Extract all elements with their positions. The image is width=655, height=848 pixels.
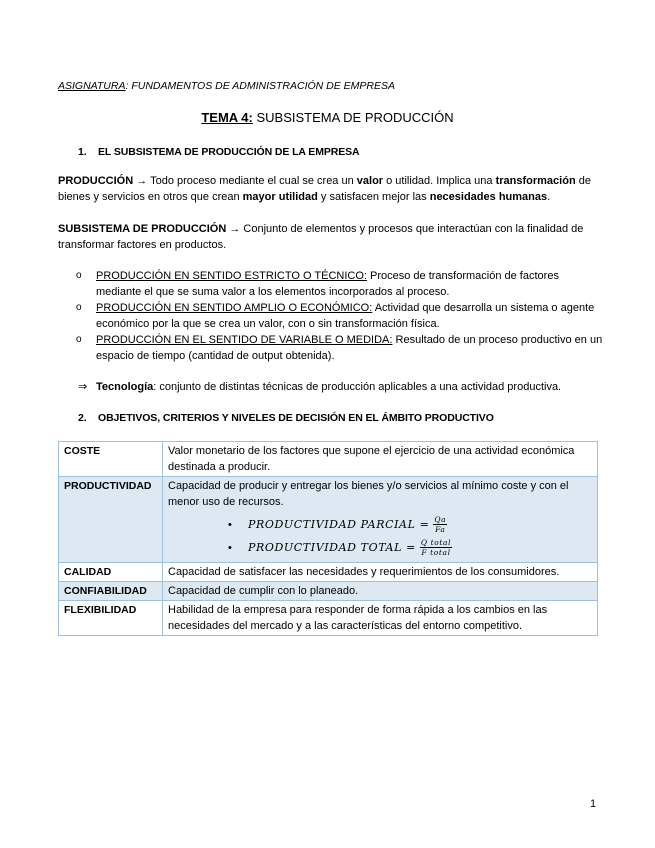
produccion-bold-4: necesidades humanas [429, 191, 548, 203]
table-row [59, 442, 598, 477]
produccion-text-5: . [547, 191, 551, 203]
bullet-label: PRODUCCIÓN EN EL SENTIDO DE VARIABLE O MEDIDA: [96, 334, 393, 346]
section-1-number: 1. [78, 146, 87, 158]
subsistema-term: SUBSISTEMA DE PRODUCCIÓN [58, 223, 227, 235]
formula-label: PRODUCTIVIDAD TOTAL = [248, 540, 416, 554]
subject-label: ASIGNATURA [58, 80, 126, 92]
subsistema-definition [58, 221, 598, 253]
produccion-text-1: Todo proceso mediante el cual se crea un [150, 175, 357, 187]
section-1-title: EL SUBSISTEMA DE PRODUCCIÓN DE LA EMPRESA [98, 146, 360, 158]
bullet-text: Proceso de transformación de factores mediante el que se suma valor a los elementos incorporados al proceso. [96, 270, 559, 298]
bullet-icon: • [228, 541, 233, 554]
tecnologia-text: : conjunto de distintas técnicas de producción aplicables a una actividad productiva. [153, 381, 562, 393]
productividad-text: Capacidad de producir y entregar los bienes y/o servicios al mínimo coste y con el menor uso de recursos. [168, 480, 569, 508]
table-key-cell: CONFIABILIDAD [59, 582, 163, 601]
subject-name: : FUNDAMENTOS DE ADMINISTRACIÓN DE EMPRESA [125, 80, 396, 92]
arrow-icon: → [133, 175, 151, 187]
page-title [0, 110, 655, 126]
list-item [58, 268, 603, 300]
bullet-text: Resultado de un proceso productivo en un espacio de tiempo (cantidad de output obtenida). [96, 334, 603, 362]
double-arrow-icon: ⇒ [78, 381, 88, 393]
list-item [58, 300, 603, 332]
fraction [420, 538, 452, 557]
list-item [58, 332, 603, 364]
arrow-icon: → [226, 223, 244, 235]
fraction-denominator: F total [421, 548, 451, 557]
produccion-text-3: de bienes y servicios en otros que crean [58, 175, 591, 203]
circle-bullet-icon: o [76, 270, 82, 281]
subject-header [58, 78, 395, 94]
formula-partial [168, 513, 591, 536]
section-2-heading [78, 410, 494, 426]
table-value-cell [163, 477, 598, 563]
table-row [59, 582, 598, 601]
section-1-heading [78, 144, 360, 160]
fraction-numerator: Qa [434, 515, 447, 524]
produccion-definition [58, 173, 598, 205]
produccion-bold-3: mayor utilidad [242, 191, 318, 203]
table-key-cell: FLEXIBILIDAD [59, 601, 163, 636]
formula-label: PRODUCTIVIDAD PARCIAL = [248, 517, 430, 531]
produccion-bold-2: transformación [495, 175, 576, 187]
formula-total [168, 536, 591, 559]
page-number: 1 [590, 798, 597, 810]
fraction [433, 515, 447, 534]
produccion-text-4: y satisfacen mejor las [317, 191, 430, 203]
formula-list [168, 513, 591, 559]
section-2-number: 2. [78, 412, 87, 424]
subsistema-text: Conjunto de elementos y procesos que interactúan con la finalidad de transformar factores en productos. [58, 223, 584, 251]
production-senses-list [58, 268, 603, 364]
title-text: SUBSISTEMA DE PRODUCCIÓN [252, 110, 454, 125]
table-row [59, 477, 598, 563]
table-key-cell: COSTE [59, 442, 163, 477]
table-value-cell: Capacidad de cumplir con lo planeado. [163, 582, 598, 601]
table-row [59, 563, 598, 582]
criteria-table [58, 441, 598, 636]
tecnologia-term: Tecnología [96, 381, 154, 393]
produccion-term: PRODUCCIÓN [58, 175, 134, 187]
section-2-title: OBJETIVOS, CRITERIOS Y NIVELES DE DECISIÓN EN EL ÁMBITO PRODUCTIVO [98, 412, 494, 424]
circle-bullet-icon: o [76, 302, 82, 313]
table-key-cell: PRODUCTIVIDAD [59, 477, 163, 563]
produccion-bold-1: valor [356, 175, 384, 187]
title-label: TEMA 4: [201, 110, 253, 125]
bullet-text: Actividad que desarrolla un sistema o agente económico por la que se crea un valor, con o sin transformación física. [96, 302, 595, 330]
table-key-cell: CALIDAD [59, 563, 163, 582]
fraction-numerator: Q total [420, 538, 452, 547]
table-value-cell: Valor monetario de los factores que supone el ejercicio de una actividad económica destinada a producir. [163, 442, 598, 477]
fraction-denominator: Fa [435, 525, 446, 534]
circle-bullet-icon: o [76, 334, 82, 345]
bullet-icon: • [228, 518, 233, 531]
table-row [59, 601, 598, 636]
table-value-cell: Habilidad de la empresa para responder de forma rápida a los cambios en las necesidades del mercado y a las características del entorno competitivo. [163, 601, 598, 636]
bullet-label: PRODUCCIÓN EN SENTIDO AMPLIO O ECONÓMICO: [96, 302, 373, 314]
bullet-label: PRODUCCIÓN EN SENTIDO ESTRICTO O TÉCNICO: [96, 270, 367, 282]
produccion-text-2: o utilidad. Implica una [383, 175, 496, 187]
tecnologia-definition [78, 379, 608, 395]
table-value-cell: Capacidad de satisfacer las necesidades y requerimientos de los consumidores. [163, 563, 598, 582]
